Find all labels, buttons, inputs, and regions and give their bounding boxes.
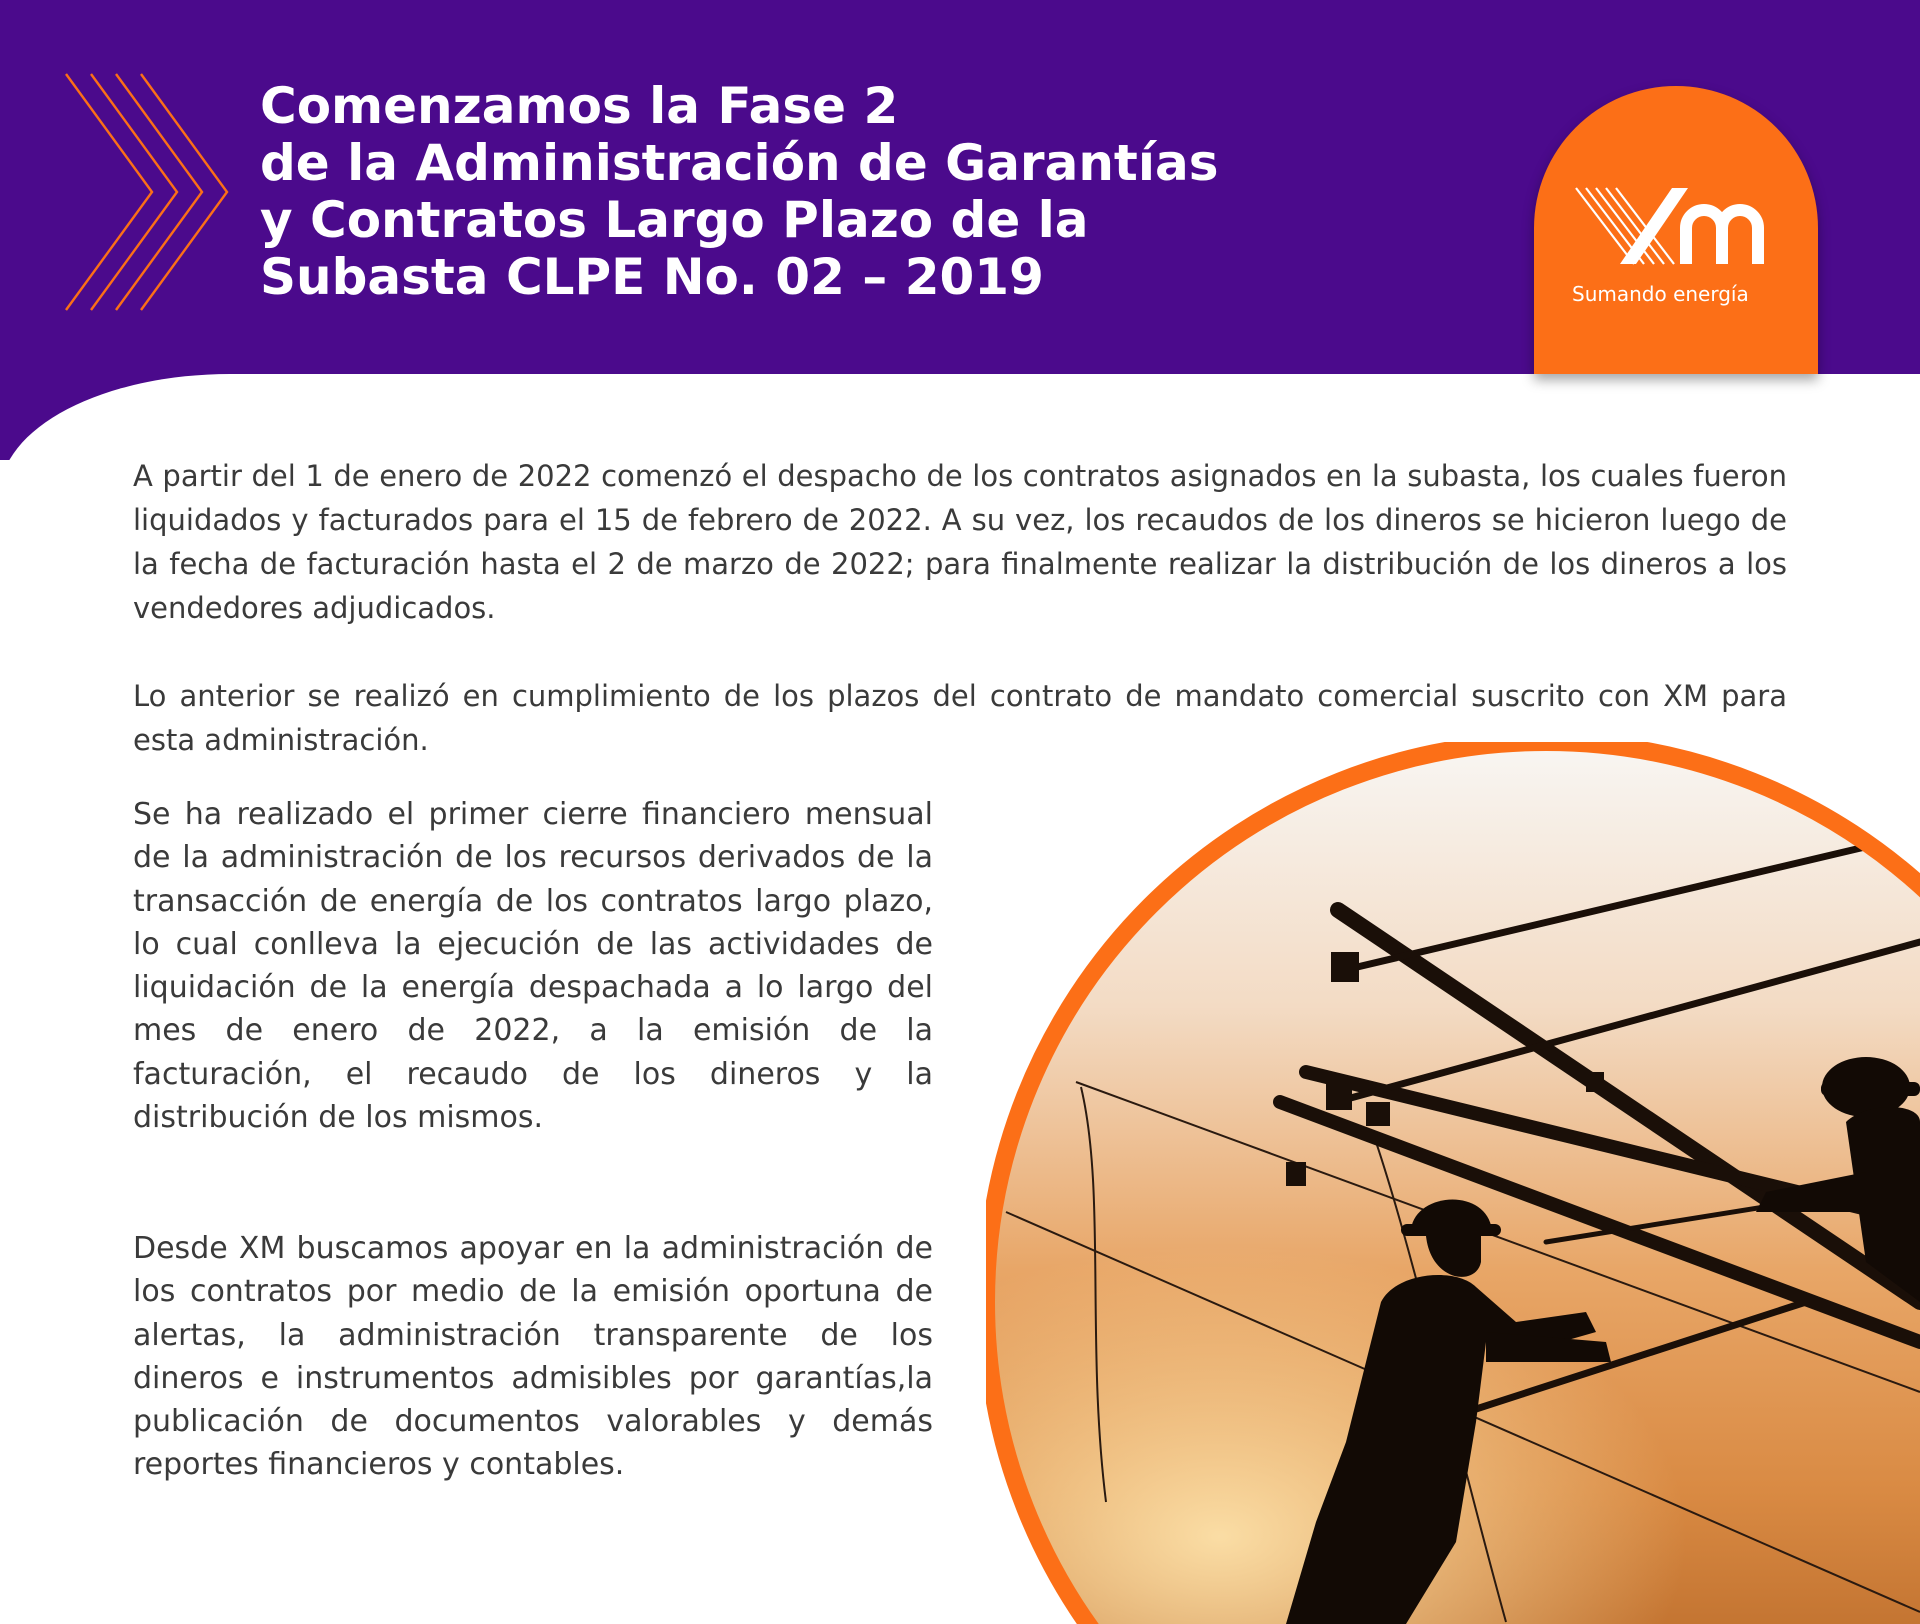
chevron-lines-icon [64,72,234,312]
paragraph-1: A partir del 1 de enero de 2022 comenzó el despacho de los contratos asignados en la subasta, los cuales fueron liquidados y facturados para el 15 de febrero de 2022. A su vez, los recaudos de los dineros se hicieron luego de la fecha de facturación hasta el 2 de marzo de 2022; para finalmente realizar la distribución de los dineros a los vendedores adjudicados. [133,459,1787,625]
paragraph-3: Se ha realizado el primer cierre financiero mensual de la administración de los recursos derivados de la transacción de energía de los contratos largo plazo, lo cual conlleva la ejecución de las actividades de liquidación de la energía despachada a lo largo del mes de enero de 2022, a la emisión de la facturación, el recaudo de los dineros y la distribución de los mismos. [133,797,933,1136]
title-line-4: Subasta CLPE No. 02 – 2019 [260,248,1044,306]
paragraph-4: Desde XM buscamos apoyar en la administración de los contratos por medio de la emisión oportuna de alertas, la administración transparente de los dineros e instrumentos admisibles por garantías,la publicación de documentos valorables y demás reportes financieros y contables. [133,1231,933,1483]
title-line-1: Comenzamos la Fase 2 [260,77,899,135]
linemen-photo [986,742,1920,1624]
xm-logo [1534,86,1818,374]
title-line-2: de la Administración de Garantías [260,134,1219,192]
xm-logo-mark [1574,186,1774,266]
paragraph-2: Lo anterior se realizó en cumplimiento de los plazos del contrato de mandato comercial suscrito con XM para esta administración. [133,679,1787,757]
page-title [260,78,1440,306]
logo-tagline: Sumando energía [1572,282,1749,306]
title-line-3: y Contratos Largo Plazo de la [260,191,1089,249]
photo-content [986,742,1920,1624]
logo-badge [1534,86,1818,374]
